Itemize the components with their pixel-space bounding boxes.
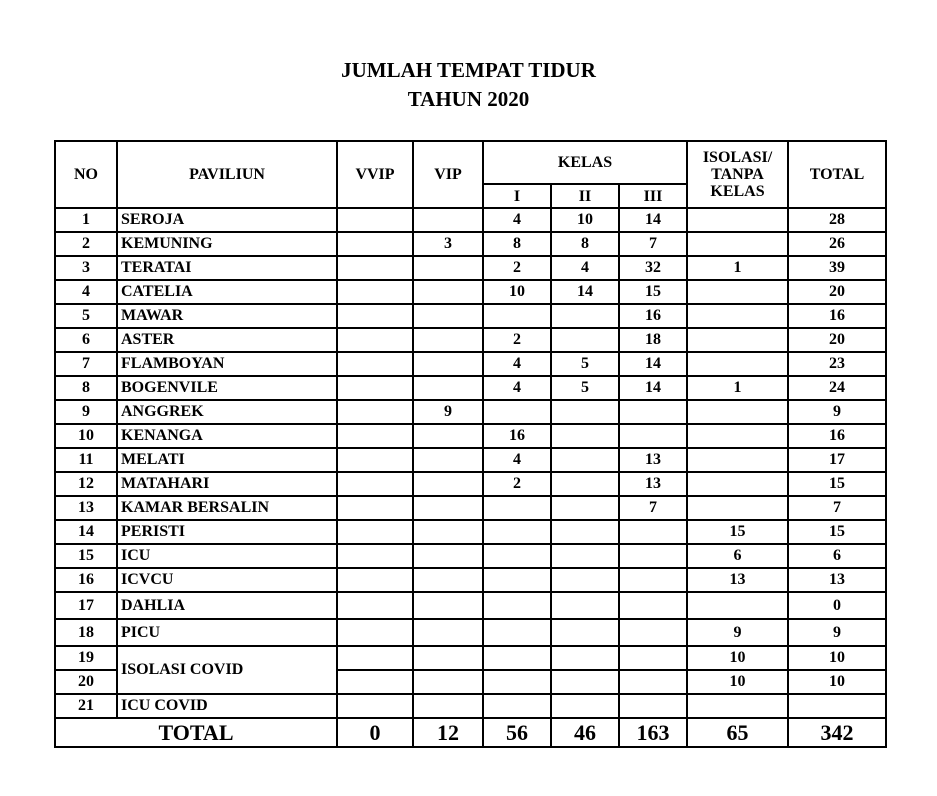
cell-kelas-i: 2 bbox=[483, 256, 551, 280]
cell-total: 17 bbox=[788, 448, 886, 472]
cell-vip: 9 bbox=[413, 400, 483, 424]
cell-total bbox=[788, 694, 886, 718]
cell-isolasi bbox=[687, 304, 788, 328]
cell-isolasi: 13 bbox=[687, 568, 788, 592]
cell-vip bbox=[413, 352, 483, 376]
cell-vvip bbox=[337, 328, 413, 352]
table-row bbox=[55, 256, 886, 280]
cell-vip bbox=[413, 304, 483, 328]
cell-total: 15 bbox=[788, 520, 886, 544]
cell-paviliun: TERATAI bbox=[117, 256, 337, 280]
cell-no: 10 bbox=[55, 424, 117, 448]
cell-vip bbox=[413, 496, 483, 520]
cell-paviliun: MELATI bbox=[117, 448, 337, 472]
cell-kelas-i: 4 bbox=[483, 208, 551, 232]
cell-vip bbox=[413, 424, 483, 448]
table-row bbox=[55, 496, 886, 520]
cell-isolasi bbox=[687, 694, 788, 718]
cell-kelas-ii bbox=[551, 400, 619, 424]
table-row bbox=[55, 592, 886, 619]
cell-kelas-iii: 13 bbox=[619, 472, 687, 496]
table-row bbox=[55, 376, 886, 400]
cell-kelas-ii bbox=[551, 424, 619, 448]
cell-vvip bbox=[337, 280, 413, 304]
cell-paviliun: ANGGREK bbox=[117, 400, 337, 424]
cell-total: 39 bbox=[788, 256, 886, 280]
cell-no: 16 bbox=[55, 568, 117, 592]
cell-kelas-iii bbox=[619, 694, 687, 718]
table-row bbox=[55, 646, 886, 670]
cell-paviliun: ISOLASI COVID bbox=[117, 646, 337, 694]
cell-isolasi bbox=[687, 352, 788, 376]
cell-kelas-ii bbox=[551, 646, 619, 670]
cell-isolasi: 10 bbox=[687, 646, 788, 670]
cell-kelas-iii bbox=[619, 544, 687, 568]
cell-no: 7 bbox=[55, 352, 117, 376]
cell-vvip bbox=[337, 424, 413, 448]
cell-paviliun: MATAHARI bbox=[117, 472, 337, 496]
bed-count-table bbox=[54, 140, 887, 748]
cell-kelas-iii: 14 bbox=[619, 352, 687, 376]
cell-no: 6 bbox=[55, 328, 117, 352]
header-total: TOTAL bbox=[788, 141, 886, 208]
table-row bbox=[55, 520, 886, 544]
cell-kelas-i: 2 bbox=[483, 472, 551, 496]
cell-kelas-iii bbox=[619, 592, 687, 619]
cell-total: 7 bbox=[788, 496, 886, 520]
cell-kelas-ii: 14 bbox=[551, 280, 619, 304]
table-row bbox=[55, 568, 886, 592]
cell-paviliun: KAMAR BERSALIN bbox=[117, 496, 337, 520]
cell-vvip bbox=[337, 352, 413, 376]
cell-kelas-i bbox=[483, 592, 551, 619]
cell-vvip bbox=[337, 694, 413, 718]
cell-kelas-ii bbox=[551, 448, 619, 472]
cell-vip bbox=[413, 448, 483, 472]
cell-kelas-iii: 7 bbox=[619, 496, 687, 520]
cell-kelas-i bbox=[483, 520, 551, 544]
cell-isolasi bbox=[687, 472, 788, 496]
cell-vvip bbox=[337, 400, 413, 424]
cell-total: 16 bbox=[788, 304, 886, 328]
cell-total: 23 bbox=[788, 352, 886, 376]
table-row bbox=[55, 694, 886, 718]
cell-kelas-ii bbox=[551, 472, 619, 496]
cell-no: 3 bbox=[55, 256, 117, 280]
cell-paviliun: DAHLIA bbox=[117, 592, 337, 619]
cell-kelas-iii bbox=[619, 424, 687, 448]
header-kelas-ii: II bbox=[551, 184, 619, 208]
cell-isolasi: 1 bbox=[687, 376, 788, 400]
cell-kelas-ii bbox=[551, 592, 619, 619]
cell-kelas-i: 4 bbox=[483, 352, 551, 376]
total-kelas-ii: 46 bbox=[551, 718, 619, 747]
cell-total: 6 bbox=[788, 544, 886, 568]
cell-total: 10 bbox=[788, 646, 886, 670]
cell-isolasi: 9 bbox=[687, 619, 788, 646]
header-paviliun: PAVILIUN bbox=[117, 141, 337, 208]
total-kelas-iii: 163 bbox=[619, 718, 687, 747]
cell-isolasi bbox=[687, 448, 788, 472]
cell-paviliun: PERISTI bbox=[117, 520, 337, 544]
cell-isolasi bbox=[687, 592, 788, 619]
cell-vvip bbox=[337, 496, 413, 520]
cell-kelas-ii: 8 bbox=[551, 232, 619, 256]
cell-vvip bbox=[337, 619, 413, 646]
cell-isolasi bbox=[687, 424, 788, 448]
cell-kelas-ii bbox=[551, 619, 619, 646]
table-row bbox=[55, 544, 886, 568]
cell-no: 9 bbox=[55, 400, 117, 424]
cell-paviliun: CATELIA bbox=[117, 280, 337, 304]
cell-kelas-ii bbox=[551, 328, 619, 352]
cell-no: 8 bbox=[55, 376, 117, 400]
cell-isolasi: 15 bbox=[687, 520, 788, 544]
table-row bbox=[55, 472, 886, 496]
cell-no: 20 bbox=[55, 670, 117, 694]
cell-vvip bbox=[337, 304, 413, 328]
cell-isolasi: 10 bbox=[687, 670, 788, 694]
cell-vip bbox=[413, 472, 483, 496]
cell-kelas-ii: 10 bbox=[551, 208, 619, 232]
cell-kelas-i bbox=[483, 646, 551, 670]
cell-paviliun: KEMUNING bbox=[117, 232, 337, 256]
cell-kelas-iii bbox=[619, 619, 687, 646]
cell-total: 9 bbox=[788, 619, 886, 646]
header-no: NO bbox=[55, 141, 117, 208]
cell-kelas-iii: 13 bbox=[619, 448, 687, 472]
cell-kelas-iii: 15 bbox=[619, 280, 687, 304]
cell-isolasi bbox=[687, 208, 788, 232]
cell-paviliun: ASTER bbox=[117, 328, 337, 352]
cell-no: 17 bbox=[55, 592, 117, 619]
cell-total: 28 bbox=[788, 208, 886, 232]
cell-total: 16 bbox=[788, 424, 886, 448]
total-label: TOTAL bbox=[55, 718, 337, 747]
table-row bbox=[55, 448, 886, 472]
cell-vvip bbox=[337, 232, 413, 256]
cell-kelas-i: 4 bbox=[483, 376, 551, 400]
cell-vvip bbox=[337, 208, 413, 232]
cell-paviliun: ICU COVID bbox=[117, 694, 337, 718]
table-row bbox=[55, 328, 886, 352]
cell-kelas-i bbox=[483, 670, 551, 694]
cell-no: 15 bbox=[55, 544, 117, 568]
header-vip: VIP bbox=[413, 141, 483, 208]
cell-vip: 3 bbox=[413, 232, 483, 256]
cell-vvip bbox=[337, 448, 413, 472]
cell-kelas-iii bbox=[619, 400, 687, 424]
cell-no: 18 bbox=[55, 619, 117, 646]
cell-isolasi: 1 bbox=[687, 256, 788, 280]
header-vvip: VVIP bbox=[337, 141, 413, 208]
cell-total: 20 bbox=[788, 328, 886, 352]
document-subtitle: TAHUN 2020 bbox=[407, 87, 530, 111]
cell-kelas-iii bbox=[619, 520, 687, 544]
total-vvip: 0 bbox=[337, 718, 413, 747]
table-row bbox=[55, 304, 886, 328]
cell-kelas-i: 8 bbox=[483, 232, 551, 256]
cell-kelas-i bbox=[483, 568, 551, 592]
cell-vip bbox=[413, 646, 483, 670]
cell-kelas-iii bbox=[619, 646, 687, 670]
cell-kelas-ii bbox=[551, 568, 619, 592]
cell-total: 26 bbox=[788, 232, 886, 256]
cell-no: 11 bbox=[55, 448, 117, 472]
cell-vip bbox=[413, 280, 483, 304]
cell-kelas-i: 10 bbox=[483, 280, 551, 304]
cell-vip bbox=[413, 670, 483, 694]
cell-total: 24 bbox=[788, 376, 886, 400]
cell-vvip bbox=[337, 646, 413, 670]
table-row bbox=[55, 352, 886, 376]
cell-vip bbox=[413, 520, 483, 544]
cell-total: 13 bbox=[788, 568, 886, 592]
table-row bbox=[55, 208, 886, 232]
cell-kelas-ii bbox=[551, 496, 619, 520]
cell-isolasi bbox=[687, 328, 788, 352]
cell-no: 2 bbox=[55, 232, 117, 256]
cell-no: 1 bbox=[55, 208, 117, 232]
cell-total: 20 bbox=[788, 280, 886, 304]
cell-no: 14 bbox=[55, 520, 117, 544]
cell-kelas-i bbox=[483, 400, 551, 424]
cell-total: 0 bbox=[788, 592, 886, 619]
total-grand: 342 bbox=[788, 718, 886, 747]
table-row bbox=[55, 619, 886, 646]
cell-isolasi bbox=[687, 496, 788, 520]
cell-kelas-iii: 18 bbox=[619, 328, 687, 352]
cell-vip bbox=[413, 694, 483, 718]
cell-vip bbox=[413, 544, 483, 568]
cell-paviliun: SEROJA bbox=[117, 208, 337, 232]
cell-paviliun: ICU bbox=[117, 544, 337, 568]
cell-kelas-i: 16 bbox=[483, 424, 551, 448]
header-isolasi: ISOLASI/ TANPA KELAS bbox=[687, 141, 788, 208]
table-row bbox=[55, 424, 886, 448]
cell-vvip bbox=[337, 592, 413, 619]
cell-kelas-iii: 7 bbox=[619, 232, 687, 256]
cell-kelas-iii: 14 bbox=[619, 376, 687, 400]
cell-vip bbox=[413, 619, 483, 646]
table-row bbox=[55, 232, 886, 256]
document-title: JUMLAH TEMPAT TIDUR bbox=[341, 58, 596, 82]
cell-vvip bbox=[337, 376, 413, 400]
cell-no: 12 bbox=[55, 472, 117, 496]
table-row bbox=[55, 280, 886, 304]
cell-paviliun: MAWAR bbox=[117, 304, 337, 328]
table-row bbox=[55, 400, 886, 424]
cell-no: 19 bbox=[55, 646, 117, 670]
cell-vvip bbox=[337, 670, 413, 694]
cell-vvip bbox=[337, 568, 413, 592]
cell-kelas-i bbox=[483, 619, 551, 646]
cell-vip bbox=[413, 328, 483, 352]
cell-isolasi bbox=[687, 232, 788, 256]
cell-kelas-i bbox=[483, 496, 551, 520]
cell-paviliun: BOGENVILE bbox=[117, 376, 337, 400]
cell-vip bbox=[413, 256, 483, 280]
cell-paviliun: FLAMBOYAN bbox=[117, 352, 337, 376]
cell-kelas-iii: 16 bbox=[619, 304, 687, 328]
cell-kelas-ii bbox=[551, 544, 619, 568]
header-kelas-iii: III bbox=[619, 184, 687, 208]
cell-isolasi bbox=[687, 280, 788, 304]
cell-vvip bbox=[337, 544, 413, 568]
cell-total: 10 bbox=[788, 670, 886, 694]
cell-kelas-iii: 14 bbox=[619, 208, 687, 232]
cell-kelas-i bbox=[483, 694, 551, 718]
cell-vip bbox=[413, 376, 483, 400]
cell-paviliun: PICU bbox=[117, 619, 337, 646]
cell-isolasi bbox=[687, 400, 788, 424]
cell-total: 15 bbox=[788, 472, 886, 496]
cell-kelas-ii bbox=[551, 520, 619, 544]
cell-kelas-ii: 5 bbox=[551, 352, 619, 376]
cell-kelas-i: 2 bbox=[483, 328, 551, 352]
cell-no: 5 bbox=[55, 304, 117, 328]
cell-paviliun: ICVCU bbox=[117, 568, 337, 592]
cell-kelas-iii: 32 bbox=[619, 256, 687, 280]
cell-kelas-iii bbox=[619, 568, 687, 592]
cell-kelas-ii: 4 bbox=[551, 256, 619, 280]
cell-vip bbox=[413, 568, 483, 592]
header-kelas: KELAS bbox=[483, 141, 687, 184]
total-isolasi: 65 bbox=[687, 718, 788, 747]
total-vip: 12 bbox=[413, 718, 483, 747]
cell-kelas-ii: 5 bbox=[551, 376, 619, 400]
cell-vip bbox=[413, 208, 483, 232]
cell-kelas-ii bbox=[551, 670, 619, 694]
cell-kelas-i: 4 bbox=[483, 448, 551, 472]
cell-isolasi: 6 bbox=[687, 544, 788, 568]
cell-no: 21 bbox=[55, 694, 117, 718]
cell-kelas-ii bbox=[551, 694, 619, 718]
cell-no: 4 bbox=[55, 280, 117, 304]
cell-vip bbox=[413, 592, 483, 619]
cell-kelas-i bbox=[483, 304, 551, 328]
cell-kelas-ii bbox=[551, 304, 619, 328]
cell-vvip bbox=[337, 520, 413, 544]
cell-no: 13 bbox=[55, 496, 117, 520]
cell-total: 9 bbox=[788, 400, 886, 424]
cell-vvip bbox=[337, 472, 413, 496]
cell-vvip bbox=[337, 256, 413, 280]
cell-kelas-i bbox=[483, 544, 551, 568]
total-kelas-i: 56 bbox=[483, 718, 551, 747]
cell-kelas-iii bbox=[619, 670, 687, 694]
cell-paviliun: KENANGA bbox=[117, 424, 337, 448]
header-kelas-i: I bbox=[483, 184, 551, 208]
